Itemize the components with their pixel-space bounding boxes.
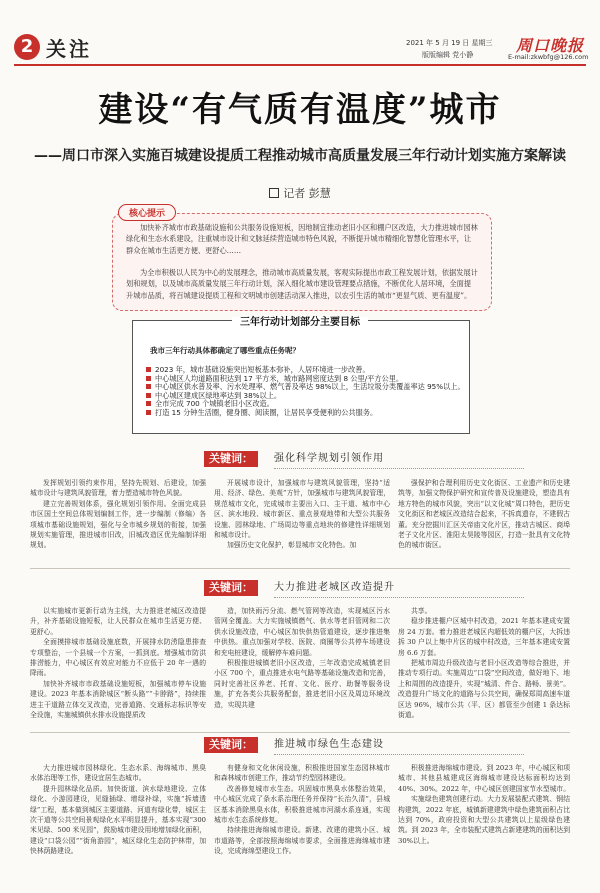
section-header-old-town (204, 580, 524, 596)
editor-credit: 版版编辑 党小静 (422, 51, 474, 59)
section-1-column-1 (30, 478, 206, 564)
issue-date: 2021 年 5 月 19 日 星期三 (406, 39, 493, 47)
section-underline (274, 468, 524, 469)
section-keyword: 关键词： (204, 451, 258, 467)
section-3-column-2 (214, 763, 390, 887)
newspaper-logo: 周口晚报 (516, 36, 585, 55)
section-header-green-ecology (204, 737, 524, 753)
section-keyword: 关键词： (204, 580, 258, 596)
plan-goal-item: 2023 年，城市基础设施突出短板基本弥补，人居环境进一步改善。 (146, 366, 462, 375)
masthead (0, 0, 600, 64)
section-subtitle: 大力推进老城区改造提升 (274, 582, 395, 593)
paragraph: 加强历史文化保护，彰显城市文化特色。加 (227, 541, 357, 550)
paragraph: 全面摸排城市基础设施底数，开展排水防涝隐患排查专项整治，一个县城一个方案，一抓到底。增强城市防洪排涝能力，中心城区有效应对能力不应低于 20 年一遇的降雨。 (30, 638, 206, 678)
masthead-divider (14, 64, 586, 66)
paragraph: 稳步推进棚户区城中村改造，2021 年基本建成安置房 24 万套。着力推进老城区内超低效的棚户区，大拆违拆 30 户以上集中片区的城中村改造，三年基本建成安置房 6.6 万套。 (398, 617, 570, 657)
plan-goal-item: 中心城区建成区绿地率达到 38%以上。 (146, 392, 462, 401)
section-2-column-1 (30, 606, 206, 726)
paragraph: 共享。 (411, 607, 432, 615)
section-2-column-3 (398, 606, 570, 726)
paragraph: 发挥规划引领约束作用，坚持先规划、后建设，加强城市设计与建筑风貌管理，着力塑造城市特色风貌。 (30, 479, 206, 498)
core-hint-paragraph-2: 为全市积极以人民为中心的发展理念，推动城市高质量发展，客观实际提出市政工程发展计划，依据发展计划和规划，以及城市高质量发展三年行动计划，深入细化城市建设管理要点措施，不断优化人居环境，全面提升城市品质，将百城建设提质工程和文明城市创建活动深入推进，以农引生活的城市“更显气质、更有温度”。 (126, 268, 478, 300)
section-1-column-2 (214, 478, 390, 564)
contact-email: E-mail:zkwbfg@126.com (508, 53, 589, 61)
paragraph: 大力推进城市园林绿化、生态水系、海绵城市、黑臭水体治理等工作，建设宜居生态城市。 (30, 764, 206, 783)
section-subtitle: 推进城市绿色生态建设 (274, 739, 384, 750)
plan-goal-item: 打造 15 分钟生活圈，健身圈、阅读圈，让居民享受便利的公共服务。 (146, 409, 462, 418)
subheadline: ——周口市深入实施百城建设提质工程推动城市高质量发展三年行动计划实施方案解读 (34, 148, 566, 164)
byline-text: 记者 彭慧 (283, 187, 331, 200)
paragraph: 提升园林绿化品质。加快街道、滨水绿地建设、立体绿化、小游园建设，见缝插绿、增绿补绿，实施“拆墙透绿”工程，基本做到城区主要道路、河道有绿化带，城区主次干道等公共空间景观绿化水平明显提升，基本实现“300 米见绿、500 米见园”，鼓励城市建设用地增加绿化面积，建设“口袋公园”“街角游园”，城区绿化生态防护林带，加快林荫路建设。 (30, 784, 206, 856)
paragraph: 强保护和合理利用历史文化街区、工业遗产和历史建筑等，加强文物保护研究和宣传普及设施建设，塑造具有地方特色的城市风貌，突出“以文化城”周口特色，把历史文化街区和老城区改造结合起来，不拆真遗存，不建假古董。充分挖掘川汇区关帝庙文化片区，推动古城区、商埠老子文化片区、淮阳太昊陵等园区，打造一批具有文化特色的城市街区。 (398, 479, 570, 550)
core-hint-paragraph-1: 加快补齐城市市政基础设施和公共服务设施短板，因地制宜推动老旧小区和棚户区改造，大力推进城市园林绿化和生态水系建设，注重城市设计和文脉延续营造城市特色风貌，不断提升城市精细化智慧化管理水平，让群众在城市生活更方便、更舒心…… (126, 223, 478, 255)
paragraph: 积极推进城镇老旧小区改造，三年改造完成城镇老旧小区 700 个，重点推进水电气路等基础设施改造和完善，同时完善社区养老、托育、文化、医疗、助餐等服务设施，扩充各类公共服务配套，推进老旧小区及周边环境改造，实现共建 (214, 659, 390, 709)
plan-title-text: 三年行动计划部分主要目标 (232, 317, 368, 328)
paragraph: 实施绿色建筑创建行动。大力发展装配式建筑、钢结构建筑，2022 年底，城镇新建建筑中绿色建筑面积占比达到 70%，政府投资和大型公共建筑以上星级绿色建筑。到 2023 年，全市装配式建筑占新建建筑的面积达到 30%以上。 (398, 795, 570, 845)
paragraph: 把城市周边升级改造与老旧小区改造等综合推进，并推动专项行动。实施周边“口袋”空间改造，做好地下、地上和周围的改造提升，实现“城清、件合、路畅、景美”。改造提升广场文化的道路与公共空间，确保郑周高速车道区达 96%，城市公共（平、区）都管至少创建 1 条达标街道。 (398, 659, 570, 720)
plan-title (132, 317, 468, 335)
section-divider (30, 732, 570, 733)
paragraph: 持续推进海绵城市建设。新建、改建的建筑小区、城市道路等，全部按照海绵城市要求，全面推进海绵城市建设，完成海绵型建设工作。 (214, 826, 390, 856)
section-2-column-2 (214, 606, 390, 726)
paragraph: 建立完善规划体系，强化规划引领作用。全面完成县市区国土空间总体规划编制工作，进一步编制（修编）各项城市基础设施规划，强化与全市城乡规划的衔接，加强规划实施管理，推进城市旧改，旧城改造区优先编制详细规划。 (30, 499, 206, 550)
plan-goal-list (146, 365, 465, 418)
paragraph: 积极推进海绵城市建设。到 2023 年，中心城区和项城市、其他县城建成区海绵城市建设达标面积均达到 40%、30%。2022 年，中心城区创建国家节水型城市。 (398, 764, 570, 793)
plan-goal-item: 中心城区人均道路面积达到 17 平方米，城市路网密度达到 8 公里/平方公里。 (146, 375, 462, 384)
paragraph: 有健身和文化休闲设施，积极推进国家生态园林城市和森林城市创建工作，推动节约型园林建设。 (214, 764, 390, 783)
section-divider (30, 568, 570, 569)
byline (0, 185, 600, 201)
section-1-column-3 (398, 478, 570, 564)
section-underline (274, 754, 524, 755)
paragraph: 造，加快雨污分流、燃气管网等改造，实现城区污水管网全覆盖。大力实施城镇燃气、供水等老旧管网和二次供水设施改造，中心城区加快供热管道建设，逐步推进集中供热。重点加强对学校、医院、商圈等公共停车场建设和充电桩建设，缓解停车难问题。 (214, 607, 390, 657)
section-underline (274, 597, 524, 598)
plan-goal-item: 全市完成 700 个城镇老旧小区改造。 (146, 400, 462, 409)
byline-box-icon (269, 188, 279, 198)
section-subtitle: 强化科学规划引领作用 (274, 453, 384, 464)
page-number: 2 (14, 34, 40, 60)
headline: 建设“有气质有温度”城市 (98, 90, 502, 130)
paragraph: 以实施城市更新行动为主线，大力推进老城区改造提升，补齐基础设施短板，让人民群众在城市生活更方便、更舒心。 (30, 607, 206, 636)
plan-question: 我市三年行动具体都确定了哪些重点任务呢？ (150, 346, 300, 355)
plan-goal-item: 中心城区供水普及率、污水处理率、燃气普及率达 98%以上，生活垃圾分类覆盖率达 95%以上。 (146, 383, 462, 392)
paragraph: 加快补齐城市市政基础设施短板，加强城市停车设施建设。2023 年基本消除城区“断头路”“卡脖路”，持续推进主干道路立体交叉改造，完善道路、交通标志标识等安全设施，实施城镇供水排水设施提质改 (30, 679, 206, 720)
core-hint-label: 核心提示 (118, 204, 176, 221)
paragraph: 改善修复城市水生态。巩固城市黑臭水体整治效果，中心城区完成了条水系治理任务并保持“长治久清”，县城区基本消除黑臭水体，积极推进城市河湖水系连通，实现城市水生态系统修复。 (214, 784, 390, 825)
section-3-column-1 (30, 763, 206, 887)
section-name: 关注 (46, 37, 92, 61)
paragraph: 开展城市设计，加强城市与建筑风貌管理，坚持“适用、经济、绿色、美观”方针，加强城市与建筑风貌管理，规范城市文化，完成城市主要出入口、主干道、城市中心区、滨水地段、城市新区、重点景观地带和大型公共服务设施、园林绿地、广场周边等重点地块的修建性详细规划和城市设计。 (214, 479, 390, 540)
section-keyword: 关键词： (204, 737, 258, 753)
section-3-column-3 (398, 763, 570, 887)
section-header-planning (204, 451, 524, 467)
